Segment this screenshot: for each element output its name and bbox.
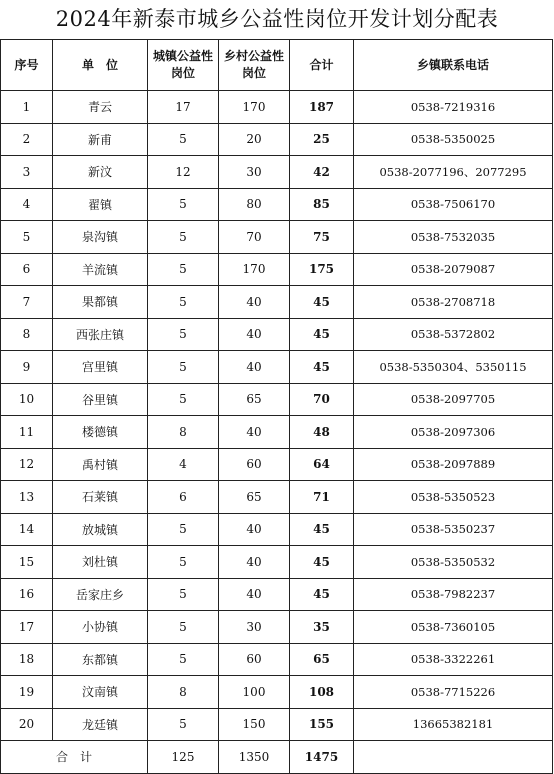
cell-seq: 8: [1, 318, 53, 351]
table-row: [1, 546, 553, 579]
cell-rural: 40: [219, 546, 290, 579]
cell-urban: 6: [148, 481, 219, 514]
cell-unit: 岳家庄乡: [53, 578, 148, 611]
cell-rural: 70: [219, 221, 290, 254]
cell-rural: 60: [219, 643, 290, 676]
cell-seq: 1: [1, 91, 53, 124]
cell-unit: 西张庄镇: [53, 318, 148, 351]
table-row: [1, 286, 553, 319]
cell-unit: 刘杜镇: [53, 546, 148, 579]
table-row: [1, 676, 553, 709]
cell-phone: 13665382181: [354, 708, 553, 741]
table-row: [1, 351, 553, 384]
cell-urban: 5: [148, 221, 219, 254]
cell-seq: 5: [1, 221, 53, 254]
cell-total: 45: [290, 578, 354, 611]
cell-total: 45: [290, 513, 354, 546]
table-row: [1, 253, 553, 286]
cell-phone: 0538-7360105: [354, 611, 553, 644]
cell-unit: 放城镇: [53, 513, 148, 546]
cell-rural: 40: [219, 513, 290, 546]
cell-seq: 9: [1, 351, 53, 384]
header-rural: 乡村公益性岗位: [219, 40, 290, 91]
table-row: [1, 578, 553, 611]
cell-unit: 石莱镇: [53, 481, 148, 514]
cell-urban: 5: [148, 188, 219, 221]
cell-phone: 0538-2097705: [354, 383, 553, 416]
cell-urban: 5: [148, 546, 219, 579]
cell-unit: 小协镇: [53, 611, 148, 644]
cell-total: 45: [290, 351, 354, 384]
cell-rural: 40: [219, 351, 290, 384]
cell-seq: 4: [1, 188, 53, 221]
header-urban: 城镇公益性岗位: [148, 40, 219, 91]
cell-total: 25: [290, 123, 354, 156]
cell-phone: 0538-7506170: [354, 188, 553, 221]
table-row: [1, 708, 553, 741]
cell-seq: 19: [1, 676, 53, 709]
cell-rural: 80: [219, 188, 290, 221]
cell-seq: 20: [1, 708, 53, 741]
cell-total: 45: [290, 318, 354, 351]
cell-urban: 5: [148, 318, 219, 351]
cell-urban: 5: [148, 611, 219, 644]
cell-seq: 10: [1, 383, 53, 416]
table-row: [1, 383, 553, 416]
cell-total: 64: [290, 448, 354, 481]
cell-total: 42: [290, 156, 354, 189]
cell-phone: 0538-2097889: [354, 448, 553, 481]
cell-rural: 30: [219, 611, 290, 644]
cell-unit: 龙廷镇: [53, 708, 148, 741]
cell-total: 65: [290, 643, 354, 676]
table-row: [1, 156, 553, 189]
cell-urban: 5: [148, 383, 219, 416]
cell-seq: 14: [1, 513, 53, 546]
cell-rural: 40: [219, 416, 290, 449]
total-phone: [354, 741, 553, 774]
header-row: [1, 40, 553, 91]
cell-urban: 5: [148, 123, 219, 156]
total-urban: 125: [148, 741, 219, 774]
cell-unit: 新汶: [53, 156, 148, 189]
table-row: [1, 188, 553, 221]
cell-seq: 15: [1, 546, 53, 579]
cell-urban: 5: [148, 578, 219, 611]
cell-rural: 150: [219, 708, 290, 741]
cell-total: 175: [290, 253, 354, 286]
cell-rural: 40: [219, 286, 290, 319]
cell-rural: 65: [219, 383, 290, 416]
header-phone: 乡镇联系电话: [354, 40, 553, 91]
header-unit: 单 位: [53, 40, 148, 91]
cell-rural: 30: [219, 156, 290, 189]
cell-rural: 20: [219, 123, 290, 156]
cell-phone: 0538-2708718: [354, 286, 553, 319]
cell-urban: 5: [148, 351, 219, 384]
cell-unit: 翟镇: [53, 188, 148, 221]
table-row: [1, 513, 553, 546]
cell-total: 85: [290, 188, 354, 221]
cell-seq: 2: [1, 123, 53, 156]
cell-rural: 170: [219, 253, 290, 286]
cell-total: 108: [290, 676, 354, 709]
cell-phone: 0538-5372802: [354, 318, 553, 351]
cell-phone: 0538-7532035: [354, 221, 553, 254]
cell-urban: 5: [148, 286, 219, 319]
cell-rural: 60: [219, 448, 290, 481]
cell-rural: 100: [219, 676, 290, 709]
cell-unit: 果都镇: [53, 286, 148, 319]
cell-seq: 18: [1, 643, 53, 676]
total-row: [1, 741, 553, 774]
cell-phone: 0538-7219316: [354, 91, 553, 124]
cell-rural: 65: [219, 481, 290, 514]
cell-seq: 13: [1, 481, 53, 514]
cell-phone: 0538-7715226: [354, 676, 553, 709]
cell-total: 187: [290, 91, 354, 124]
cell-phone: 0538-5350237: [354, 513, 553, 546]
cell-phone: 0538-5350532: [354, 546, 553, 579]
cell-phone: 0538-2097306: [354, 416, 553, 449]
cell-total: 35: [290, 611, 354, 644]
cell-urban: 5: [148, 643, 219, 676]
table-row: [1, 611, 553, 644]
cell-unit: 新甫: [53, 123, 148, 156]
total-total: 1475: [290, 741, 354, 774]
cell-seq: 16: [1, 578, 53, 611]
cell-urban: 5: [148, 513, 219, 546]
total-label: 合 计: [1, 741, 148, 774]
cell-urban: 17: [148, 91, 219, 124]
cell-total: 45: [290, 546, 354, 579]
cell-urban: 8: [148, 416, 219, 449]
table-row: [1, 91, 553, 124]
cell-total: 45: [290, 286, 354, 319]
cell-phone: 0538-7982237: [354, 578, 553, 611]
cell-phone: 0538-5350025: [354, 123, 553, 156]
cell-total: 155: [290, 708, 354, 741]
cell-seq: 6: [1, 253, 53, 286]
cell-unit: 禹村镇: [53, 448, 148, 481]
cell-total: 70: [290, 383, 354, 416]
table-row: [1, 221, 553, 254]
cell-unit: 青云: [53, 91, 148, 124]
cell-seq: 12: [1, 448, 53, 481]
cell-unit: 汶南镇: [53, 676, 148, 709]
cell-seq: 11: [1, 416, 53, 449]
document-title: 2024年新泰市城乡公益性岗位开发计划分配表: [55, 7, 499, 31]
cell-seq: 17: [1, 611, 53, 644]
table-row: [1, 123, 553, 156]
cell-urban: 5: [148, 708, 219, 741]
cell-phone: 0538-5350304、5350115: [354, 351, 553, 384]
table-row: [1, 643, 553, 676]
allocation-table: [0, 39, 553, 774]
cell-phone: 0538-5350523: [354, 481, 553, 514]
cell-rural: 170: [219, 91, 290, 124]
total-rural: 1350: [219, 741, 290, 774]
cell-unit: 宫里镇: [53, 351, 148, 384]
cell-urban: 8: [148, 676, 219, 709]
header-total: 合计: [290, 40, 354, 91]
cell-urban: 12: [148, 156, 219, 189]
cell-rural: 40: [219, 318, 290, 351]
cell-unit: 谷里镇: [53, 383, 148, 416]
table-row: [1, 416, 553, 449]
cell-unit: 东都镇: [53, 643, 148, 676]
header-seq: 序号: [1, 40, 53, 91]
table-body: [1, 91, 553, 741]
cell-total: 75: [290, 221, 354, 254]
cell-unit: 羊流镇: [53, 253, 148, 286]
table-row: [1, 318, 553, 351]
cell-unit: 泉沟镇: [53, 221, 148, 254]
cell-unit: 楼德镇: [53, 416, 148, 449]
cell-total: 71: [290, 481, 354, 514]
cell-urban: 5: [148, 253, 219, 286]
cell-rural: 40: [219, 578, 290, 611]
cell-seq: 3: [1, 156, 53, 189]
cell-seq: 7: [1, 286, 53, 319]
cell-phone: 0538-2079087: [354, 253, 553, 286]
cell-total: 48: [290, 416, 354, 449]
table-row: [1, 448, 553, 481]
cell-phone: 0538-2077196、2077295: [354, 156, 553, 189]
table-row: [1, 481, 553, 514]
cell-phone: 0538-3322261: [354, 643, 553, 676]
cell-urban: 4: [148, 448, 219, 481]
